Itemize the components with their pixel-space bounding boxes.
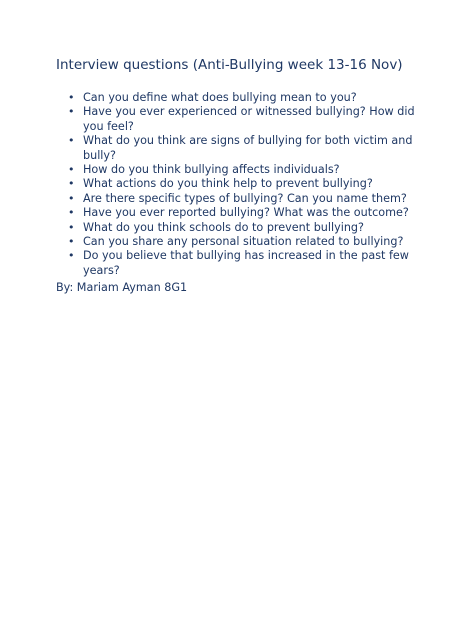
question-text: Can you define what does bullying mean to you? <box>83 91 357 104</box>
bullet-icon: • <box>68 191 75 205</box>
question-list <box>67 91 417 278</box>
bullet-icon: • <box>68 220 75 234</box>
bullet-icon: • <box>68 206 75 220</box>
bullet-icon: • <box>68 235 75 249</box>
list-item <box>67 134 417 163</box>
question-text: Have you ever experienced or witnessed bullying? How did you feel? <box>83 105 415 133</box>
list-item <box>67 206 417 220</box>
question-text: What actions do you think help to prevent bullying? <box>83 177 373 191</box>
bullet-icon: • <box>68 163 75 177</box>
bullet-icon: • <box>68 249 75 263</box>
list-item <box>67 163 417 177</box>
question-text: How do you think bullying affects individuals? <box>83 163 340 177</box>
question-text: What do you think schools do to prevent bullying? <box>83 220 364 234</box>
list-item <box>67 192 417 206</box>
question-text: Are there specific types of bullying? Can you name them? <box>83 191 407 205</box>
list-item <box>67 177 417 191</box>
bullet-icon: • <box>68 177 75 191</box>
bullet-icon: • <box>68 134 75 148</box>
list-item <box>67 235 417 249</box>
question-text: Have you ever reported bullying? What was the outcome? <box>83 206 409 220</box>
document-title: Interview questions (Anti-Bullying week 13-16 Nov) <box>56 57 403 73</box>
question-text: What do you think are signs of bullying for both victim and bully? <box>83 134 413 162</box>
list-item <box>67 91 417 105</box>
question-text: Can you share any personal situation related to bullying? <box>83 235 404 249</box>
list-item <box>67 249 417 278</box>
bullet-icon: • <box>68 91 75 104</box>
bullet-icon: • <box>68 105 75 119</box>
author-byline: By: Mariam Ayman 8G1 <box>56 281 188 294</box>
list-item <box>67 221 417 235</box>
list-item <box>67 105 417 134</box>
question-text: Do you believe that bullying has increased in the past few years? <box>83 249 409 277</box>
